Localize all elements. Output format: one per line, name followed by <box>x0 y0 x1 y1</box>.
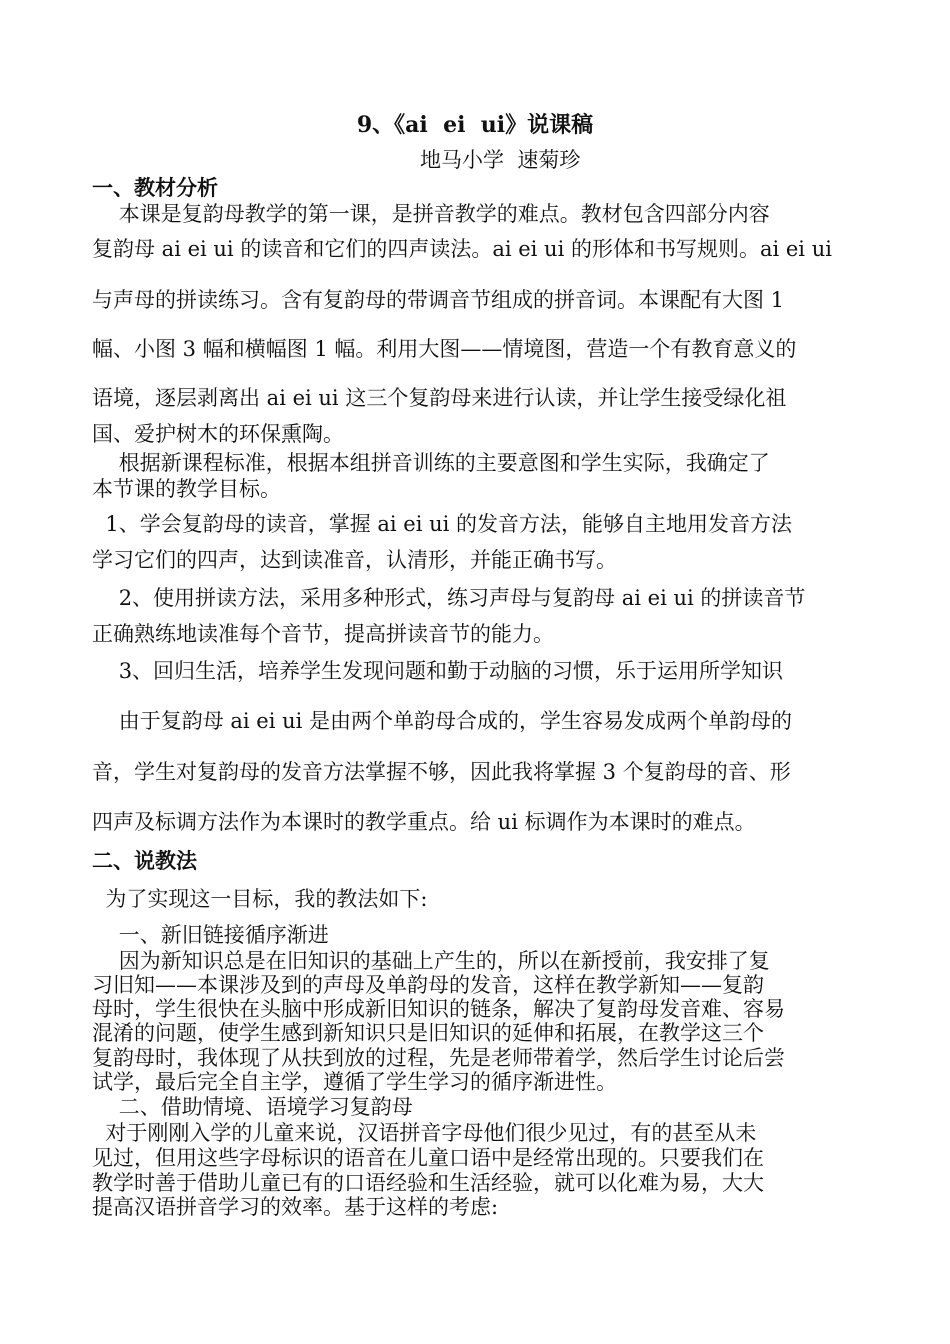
paragraph-line: 对于刚刚入学的儿童来说，汉语拼音字母他们很少见过，有的甚至从未 <box>92 1121 757 1145</box>
paragraph-line: 2、使用拼读方法，采用多种形式，练习声母与复韵母 ai ei ui 的拼读音节 <box>92 586 806 610</box>
document-title: 9、《ai ei ui》说课稿 <box>356 112 594 138</box>
paragraph-line: 提高汉语拼音学习的效率。基于这样的考虑: <box>92 1195 499 1219</box>
paragraph-line: 根据新课程标准，根据本组拼音训练的主要意图和学生实际，我确定了 <box>92 451 770 475</box>
subheading-line: 一、新旧链接循序渐进 <box>92 923 329 947</box>
paragraph-line: 学习它们的四声，达到读准音，认清形，并能正确书写。 <box>92 548 617 572</box>
paragraph-line: 1、学会复韵母的读音，掌握 ai ei ui 的发音方法，能够自主地用发音方法 <box>92 512 793 536</box>
paragraph-line: 混淆的问题，使学生感到新知识只是旧知识的延伸和拓展，在教学这三个 <box>92 1021 764 1045</box>
paragraph-line: 母时，学生很快在头脑中形成新旧知识的链条，解决了复韵母发音难、容易 <box>92 997 785 1021</box>
paragraph-line: 四声及标调方法作为本课时的教学重点。给 ui 标调作为本课时的难点。 <box>92 810 756 834</box>
paragraph-line: 由于复韵母 ai ei ui 是由两个单韵母合成的，学生容易发成两个单韵母的 <box>92 709 793 733</box>
paragraph-line: 教学时善于借助儿童已有的口语经验和生活经验，就可以化难为易，大大 <box>92 1171 764 1195</box>
section-heading-teaching-method: 二、说教法 <box>92 849 197 873</box>
paragraph-line: 试学，最后完全自主学，遵循了学生学习的循序渐进性。 <box>92 1070 617 1094</box>
paragraph-line: 音，学生对复韵母的发音方法掌握不够，因此我将掌握 3 个复韵母的音、形 <box>92 760 791 784</box>
paragraph-line: 复韵母 ai ei ui 的读音和它们的四声读法。ai ei ui 的形体和书写规则。ai ei ui <box>92 237 832 261</box>
paragraph-line: 复韵母时，我体现了从扶到放的过程，先是老师带着学，然后学生讨论后尝 <box>92 1046 785 1070</box>
paragraph-line: 幅、小图 3 幅和横幅图 1 幅。利用大图——情境图，营造一个有教育意义的 <box>92 337 797 361</box>
paragraph-line: 因为新知识总是在旧知识的基础上产生的，所以在新授前，我安排了复 <box>92 949 770 973</box>
paragraph-line: 本课是复韵母教学的第一课，是拼音教学的难点。教材包含四部分内容 <box>92 202 770 226</box>
paragraph-line: 正确熟练地读准每个音节，提高拼读音节的能力。 <box>92 622 554 646</box>
subheading-line: 二、借助情境、语境学习复韵母 <box>92 1095 413 1119</box>
paragraph-line: 本节课的教学目标。 <box>92 477 281 501</box>
document-author: 地马小学 速菊珍 <box>420 148 581 172</box>
paragraph-line: 见过，但用这些字母标识的语音在儿童口语中是经常出现的。只要我们在 <box>92 1146 764 1170</box>
paragraph-line: 为了实现这一目标，我的教法如下: <box>92 887 428 911</box>
paragraph-line: 国、爱护树木的环保熏陶。 <box>92 422 344 446</box>
paragraph-line: 习旧知——本课涉及到的声母及单韵母的发音，这样在教学新知——复韵 <box>92 973 764 997</box>
paragraph-line: 3、回归生活，培养学生发现问题和勤于动脑的习惯，乐于运用所学知识 <box>92 659 784 683</box>
section-heading-textbook-analysis: 一、教材分析 <box>92 176 218 200</box>
paragraph-line: 与声母的拼读练习。含有复韵母的带调音节组成的拼音词。本课配有大图 1 <box>92 288 785 312</box>
paragraph-line: 语境，逐层剥离出 ai ei ui 这三个复韵母来进行认读，并让学生接受绿化祖 <box>92 386 787 410</box>
